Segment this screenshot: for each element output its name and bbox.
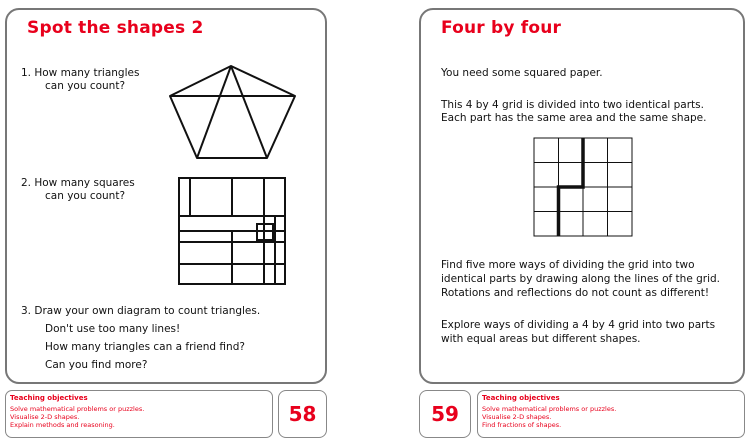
question-2-line-1: 2. How many squares [21,177,135,189]
left-card-title: Spot the shapes 2 [27,18,204,38]
question-3-line-2: Don't use too many lines! [45,323,181,335]
right-paragraph-1: You need some squared paper. [441,67,603,79]
right-objective-1: Solve mathematical problems or puzzles. [482,405,617,413]
right-page-number: 59 [419,390,471,438]
right-paragraph-2-line-1: This 4 by 4 grid is divided into two identical parts. [441,99,704,111]
right-paragraph-2-line-2: Each part has the same area and the same shape. [441,112,707,124]
question-2-line-2: can you count? [45,190,126,202]
right-objective-2: Visualise 2-D shapes. [482,413,552,421]
right-card [419,8,745,384]
question-3-line-4: Can you find more? [45,359,148,371]
question-1-line-2: can you count? [45,80,126,92]
left-objective-2: Visualise 2-D shapes. [10,413,80,421]
left-page-number: 58 [278,390,327,438]
left-objective-3: Explain methods and reasoning. [10,421,115,429]
question-3-line-1: 3. Draw your own diagram to count triangles. [21,305,261,317]
left-objective-1: Solve mathematical problems or puzzles. [10,405,145,413]
question-1-line-1: 1. How many triangles [21,67,140,79]
right-paragraph-3-line-2: identical parts by drawing along the lines of the grid. [441,273,721,285]
right-paragraph-4-line-2: with equal areas but different shapes. [441,333,641,345]
right-objective-3: Find fractions of shapes. [482,421,562,429]
question-3-line-3: How many triangles can a friend find? [45,341,245,353]
grid-dividing-line [559,138,584,236]
right-paragraph-4-line-1: Explore ways of dividing a 4 by 4 grid into two parts [441,319,716,331]
right-paragraph-3-line-1: Find five more ways of dividing the grid into two [441,259,695,271]
right-paragraph-3-line-3: Rotations and reflections do not count as different! [441,287,710,299]
left-objectives-heading: Teaching objectives [10,394,88,402]
right-objectives-heading: Teaching objectives [482,394,560,402]
left-teaching-objectives-box [5,390,273,438]
right-teaching-objectives-box [477,390,745,438]
left-card [5,8,327,384]
right-card-title: Four by four [441,18,562,38]
